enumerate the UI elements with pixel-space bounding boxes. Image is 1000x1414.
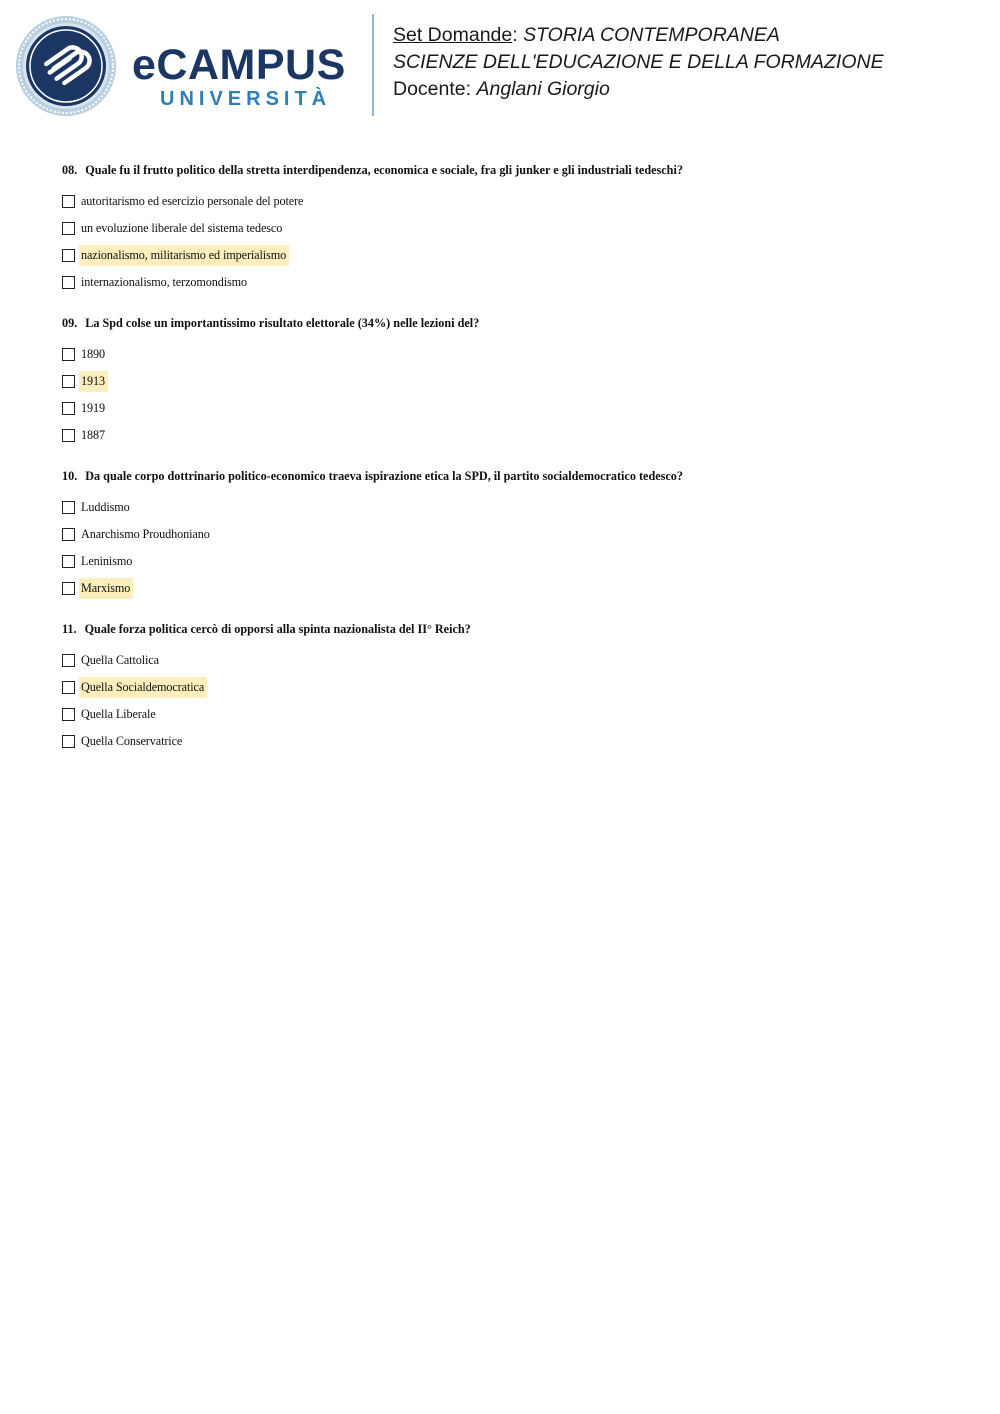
answer-label: Luddismo	[81, 500, 130, 514]
answer-option[interactable]	[62, 728, 962, 755]
answer-checkbox[interactable]	[62, 528, 75, 541]
correct-answer-label: Marxismo	[79, 578, 133, 599]
answer-option[interactable]	[62, 188, 962, 215]
answer-checkbox[interactable]	[62, 555, 75, 568]
answer-checkbox[interactable]	[62, 249, 75, 262]
answer-option[interactable]	[62, 674, 962, 701]
question-block	[62, 315, 962, 449]
answer-checkbox[interactable]	[62, 708, 75, 721]
answer-label: autoritarismo ed esercizio personale del potere	[81, 194, 304, 208]
correct-answer-label: Quella Socialdemocratica	[79, 677, 207, 698]
teacher-line	[393, 76, 884, 103]
answer-option[interactable]	[62, 341, 962, 368]
set-line	[393, 22, 884, 49]
question-text: Quale forza politica cercò di opporsi alla spinta nazionalista del II° Reich?	[84, 622, 471, 636]
teacher-name: Anglani Giorgio	[476, 78, 610, 100]
answer-option[interactable]	[62, 422, 962, 449]
answer-option[interactable]	[62, 575, 962, 602]
question-number: 10.	[62, 469, 78, 483]
program-line	[393, 49, 884, 76]
answer-option[interactable]	[62, 548, 962, 575]
question-title	[62, 621, 962, 637]
correct-answer-label: nazionalismo, militarismo ed imperialismo	[79, 245, 289, 266]
answer-checkbox[interactable]	[62, 429, 75, 442]
question-title	[62, 162, 962, 178]
answer-checkbox[interactable]	[62, 501, 75, 514]
logo-wordmark-text: eCAMPUS	[132, 41, 346, 89]
course-title: STORIA CONTEMPORANEA	[523, 24, 780, 46]
answer-checkbox[interactable]	[62, 654, 75, 667]
answer-checkbox[interactable]	[62, 402, 75, 415]
question-number: 08.	[62, 163, 78, 177]
document-info	[393, 22, 884, 103]
answer-option[interactable]	[62, 395, 962, 422]
answer-checkbox[interactable]	[62, 195, 75, 208]
answer-label: un evoluzione liberale del sistema tedesco	[81, 221, 283, 235]
teacher-label: Docente:	[393, 78, 472, 100]
question-title	[62, 315, 962, 331]
answer-label: 1919	[81, 401, 105, 415]
answer-checkbox[interactable]	[62, 681, 75, 694]
question-block	[62, 468, 962, 602]
question-text: Da quale corpo dottrinario politico-economico traeva ispirazione etica la SPD, il partito socialdemocratico tedesco?	[85, 469, 683, 483]
answer-label: 1890	[81, 347, 105, 361]
header-divider	[372, 14, 374, 116]
answer-label: Quella Conservatrice	[81, 734, 183, 748]
answer-label: Quella Cattolica	[81, 653, 159, 667]
question-block	[62, 162, 962, 296]
answer-label: internazionalismo, terzomondismo	[81, 275, 248, 289]
university-seal-logo	[15, 15, 117, 117]
answer-label: Quella Liberale	[81, 707, 156, 721]
answer-option[interactable]	[62, 521, 962, 548]
question-text: Quale fu il frutto politico della stretta interdipendenza, economica e sociale, fra gli junker e gli industriali tedeschi?	[85, 163, 683, 177]
answer-option[interactable]	[62, 269, 962, 296]
answer-option[interactable]	[62, 494, 962, 521]
set-label: Set Domande	[393, 24, 513, 46]
answer-checkbox[interactable]	[62, 348, 75, 361]
answer-option[interactable]	[62, 647, 962, 674]
answer-checkbox[interactable]	[62, 735, 75, 748]
answer-option[interactable]	[62, 215, 962, 242]
question-title	[62, 468, 962, 484]
answer-label: Anarchismo Proudhoniano	[81, 527, 210, 541]
question-list	[62, 162, 962, 774]
correct-answer-label: 1913	[79, 371, 108, 392]
set-separator: :	[512, 24, 518, 46]
question-number: 11.	[62, 622, 77, 636]
answer-checkbox[interactable]	[62, 375, 75, 388]
answer-option[interactable]	[62, 242, 962, 269]
question-text: La Spd colse un importantissimo risultato elettorale (34%) nelle lezioni del?	[85, 316, 480, 330]
question-block	[62, 621, 962, 755]
answer-checkbox[interactable]	[62, 276, 75, 289]
answer-checkbox[interactable]	[62, 222, 75, 235]
answer-option[interactable]	[62, 701, 962, 728]
answer-label: Leninismo	[81, 554, 133, 568]
question-number: 09.	[62, 316, 78, 330]
page-header	[0, 0, 1000, 130]
answer-label: 1887	[81, 428, 105, 442]
logo-subtitle-text: UNIVERSITÀ	[160, 88, 332, 110]
answer-checkbox[interactable]	[62, 582, 75, 595]
ecampus-wordmark	[132, 41, 357, 114]
answer-option[interactable]	[62, 368, 962, 395]
program-name: SCIENZE DELL'EDUCAZIONE E DELLA FORMAZIONE	[393, 51, 884, 73]
